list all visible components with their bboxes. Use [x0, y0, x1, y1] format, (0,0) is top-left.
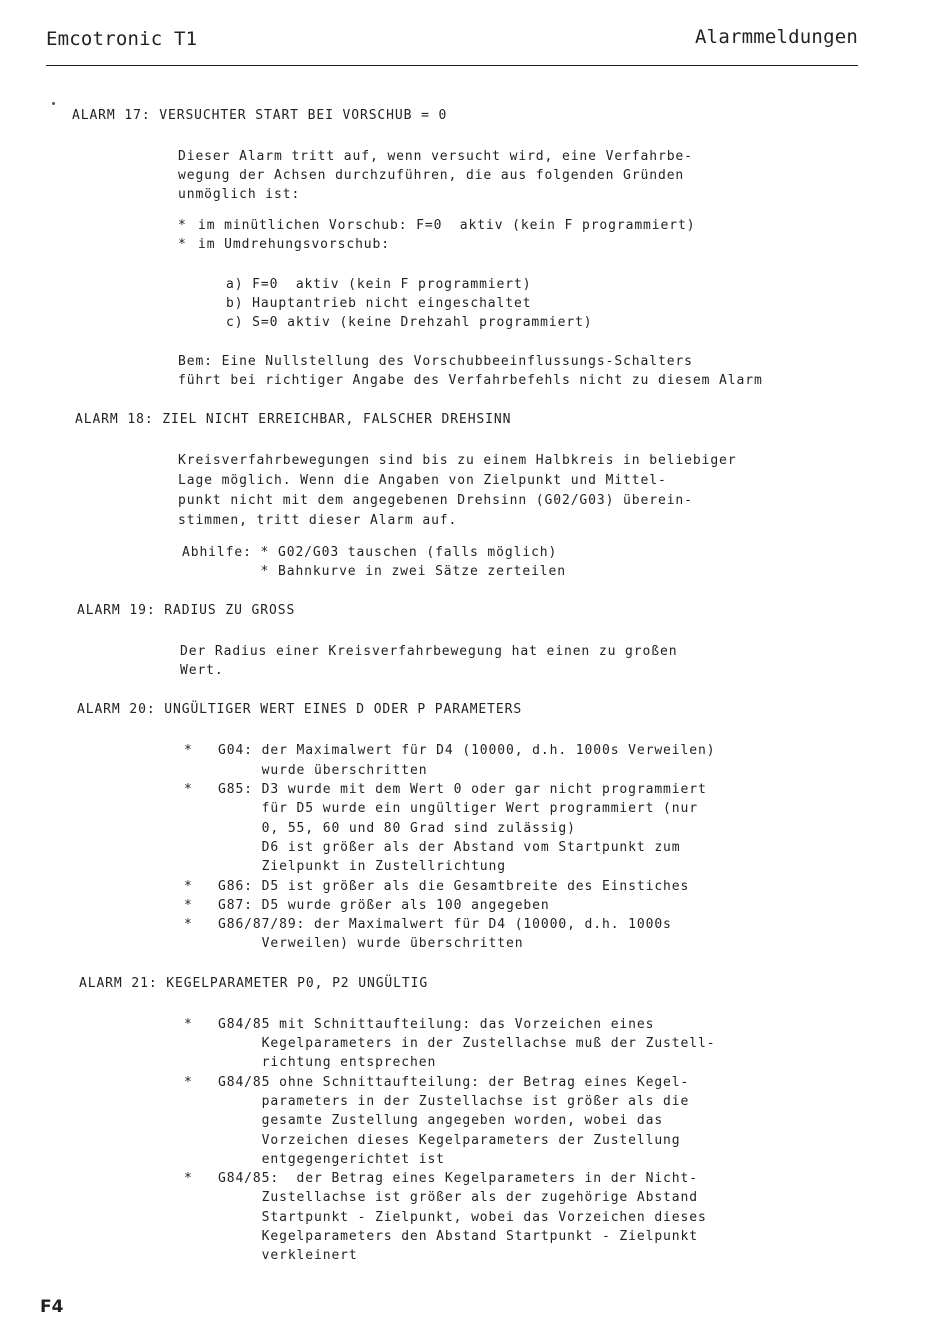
- alarm-title: ALARM 20: UNGÜLTIGER WERT EINES D ODER P PARAMETERS: [77, 702, 523, 718]
- bullet-symbol: *: [184, 897, 193, 913]
- alarm-intro: Der Radius einer Kreisverfahrbewegung hat einen zu großen Wert.: [180, 644, 678, 679]
- bullet-symbol: *: [184, 1171, 193, 1187]
- sub-item: b) Hauptantrieb nicht eingeschaltet: [226, 295, 532, 311]
- list-item: [184, 1169, 950, 1265]
- bullet-symbol: *: [184, 917, 193, 933]
- list-item-text: G85: D3 wurde mit dem Wert 0 oder gar nicht programmiert für D5 wurde ein ungültiger Wert programmiert (nur 0, 55, 60 und 80 Grad sind zulässig) D6 ist größer als der Abstand vom Startpunkt zum Zielpunkt in Zustellrichtung: [218, 782, 707, 875]
- list-item: [184, 1015, 950, 1073]
- header-title: Emcotronic T1: [46, 28, 198, 50]
- alarm-title: ALARM 21: KEGELPARAMETER P0, P2 UNGÜLTIG: [79, 975, 429, 991]
- sub-item: a) F=0 aktiv (kein F programmiert): [226, 276, 532, 292]
- list-item-text: G84/85 mit Schnittaufteilung: das Vorzeichen eines Kegelparameters in der Zustellachse muß der Zustell- richtung entsprechen: [218, 1016, 716, 1071]
- bullet-symbol: *: [178, 218, 187, 233]
- bullet-symbol: *: [184, 743, 193, 759]
- alarm-17: [0, 106, 950, 390]
- list-item: [184, 915, 950, 954]
- alarm-intro: Dieser Alarm tritt auf, wenn versucht wird, eine Verfahrbe- wegung der Achsen durchzuführen, die aus folgenden Gründen unmöglich ist:: [178, 149, 693, 202]
- header-rule: [46, 65, 858, 66]
- list-item-text: G86: D5 ist größer als die Gesamtbreite des Einstiches: [218, 878, 690, 894]
- list-item-text: G87: D5 wurde größer als 100 angegeben: [218, 897, 550, 913]
- list-item: [184, 741, 950, 780]
- list-item: [184, 877, 950, 896]
- list-item: [184, 896, 950, 915]
- list-item-text: G84/85 ohne Schnittaufteilung: der Betrag eines Kegel- parameters in der Zustellachse ist größer als die gesamte Zustellung angegeben worden, wobei das Vorzeichen dieses Kegelparameters der Zustellung entgegengerichtet ist: [218, 1074, 690, 1167]
- alarm-18: [0, 410, 950, 581]
- list-item: [178, 216, 950, 235]
- list-item: [184, 780, 950, 876]
- alarm-20: [0, 700, 950, 953]
- alarm-title: ALARM 17: VERSUCHTER START BEI VORSCHUB = 0: [72, 108, 448, 123]
- header-section: Alarmmeldungen: [695, 26, 858, 48]
- sub-list: [226, 275, 950, 333]
- list-item-text: im minütlichen Vorschub: F=0 aktiv (kein F programmiert): [198, 218, 696, 233]
- alarm-21: [0, 974, 950, 1266]
- bullet-symbol: *: [184, 1016, 193, 1032]
- page-content: [0, 106, 950, 1266]
- list-item-text: G04: der Maximalwert für D4 (10000, d.h. 1000s Verweilen) wurde überschritten: [218, 743, 716, 778]
- alarm-title: ALARM 18: ZIEL NICHT ERREICHBAR, FALSCHER DREHSINN: [75, 412, 512, 428]
- bullet-symbol: *: [178, 237, 187, 253]
- margin-dot: [52, 102, 55, 105]
- page-header: [46, 28, 858, 68]
- page-number: F4: [40, 1297, 64, 1317]
- bullet-symbol: *: [184, 782, 193, 798]
- bullet-list: [178, 216, 950, 255]
- list-item-text: im Umdrehungsvorschub:: [198, 237, 390, 253]
- bullet-symbol: *: [184, 878, 193, 894]
- list-item: [178, 235, 950, 254]
- alarm-intro: Kreisverfahrbewegungen sind bis zu einem Halbkreis in beliebiger Lage möglich. Wenn die Angaben von Zielpunkt und Mittel- punkt nicht mit dem angegebenen Drehsinn (G02/G03) überein- stimmen, tritt dieser Alarm auf.: [178, 453, 737, 529]
- bullet-list: [184, 741, 950, 953]
- list-item-text: G84/85: der Betrag eines Kegelparameters in der Nicht- Zustellachse ist größer als der zugehörige Abstand Startpunkt - Zielpunkt, wobei das Vorzeichen dieses Kegelparameters den Abstand Startpunkt - Zielpunkt verkleinert: [218, 1171, 707, 1264]
- alarm-title: ALARM 19: RADIUS ZU GROSS: [77, 603, 296, 619]
- list-item-text: G86/87/89: der Maximalwert für D4 (10000, d.h. 1000s Verweilen) wurde überschritten: [218, 917, 672, 952]
- alarm-remedy: Abhilfe: * G02/G03 tauschen (falls möglich) * Bahnkurve in zwei Sätze zerteilen: [182, 545, 566, 580]
- alarm-19: [0, 601, 950, 680]
- sub-item: c) S=0 aktiv (keine Drehzahl programmiert): [226, 315, 593, 331]
- bullet-symbol: *: [184, 1074, 193, 1090]
- list-item: [184, 1073, 950, 1169]
- alarm-note: Bem: Eine Nullstellung des Vorschubbeeinflussungs-Schalters führt bei richtiger Angabe des Verfahrbefehls nicht zu diesem Alarm: [178, 354, 763, 389]
- bullet-list: [184, 1015, 950, 1266]
